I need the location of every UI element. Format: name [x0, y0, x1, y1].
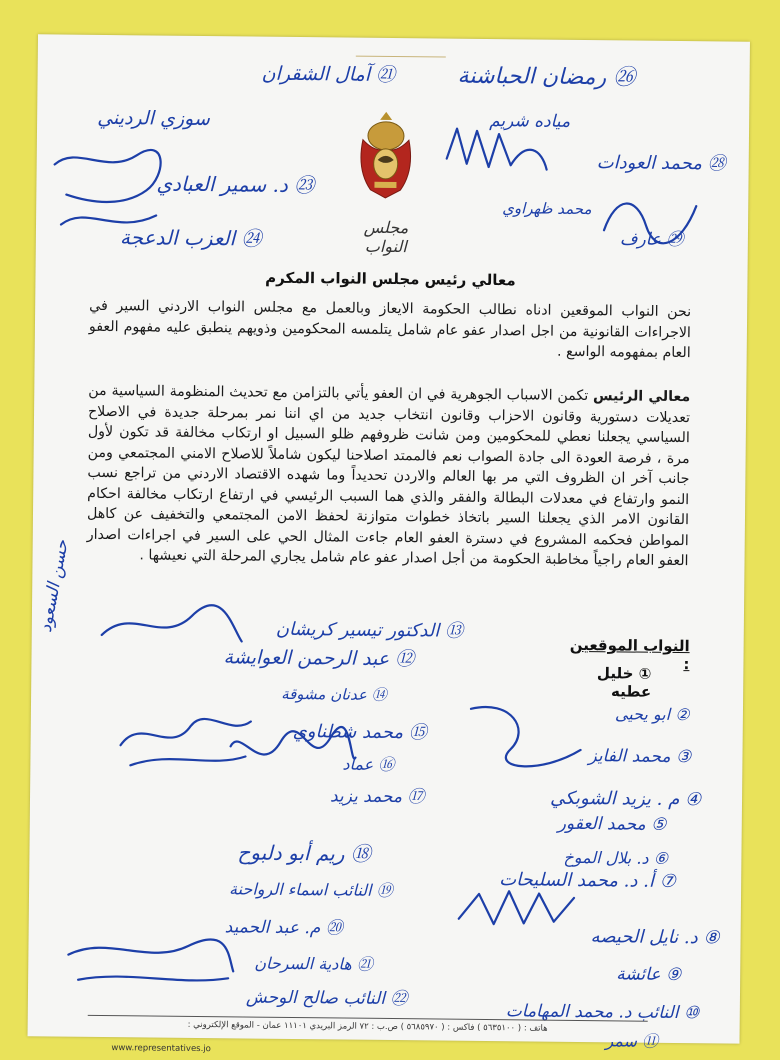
handwritten-signature: ㉑ آمال الشقران	[261, 62, 396, 87]
handwritten-signature: محمد ظهراوي	[502, 199, 592, 219]
paragraph-lead: معالي الرئيس	[592, 388, 691, 406]
paragraph-request: نحن النواب الموقعين ادناه نطالب الحكومة الايعاز وبالعمل مع مجلس النواب الاردني السير في الاجراءات القانونية من اجل اصدار عفو عام شامل يتلمسه المحكومين وذويهم ينطبق عليه مفهوم العفو العام بمفهومه الواسع .	[88, 297, 692, 362]
document-sheet	[28, 34, 750, 1055]
handwritten-signature: ② ابو يحيى	[614, 704, 690, 725]
footer-website: www.representatives.jo	[111, 1043, 211, 1055]
handwritten-signature: ⑮ محمد شطناوي	[292, 720, 427, 744]
signature-scribble	[58, 915, 239, 997]
handwritten-signature: ⑰ محمد يزيد	[329, 786, 425, 808]
handwritten-signature: ⑥ د. بلال الموخ	[563, 847, 669, 868]
handwritten-signature: ⑲ النائب اسماء الرواحنة	[228, 879, 393, 901]
handwritten-signature: ⑳ م. عبد الحميد	[224, 917, 343, 939]
handwritten-signature: ⑫ عبد الرحمن العوايشة	[223, 646, 415, 671]
handwritten-signature: ⑧ د. نايل الحيصه	[590, 926, 720, 949]
signatory-printed-name: ① خليل عطيه	[596, 664, 652, 701]
handwritten-signature: ⑯ عماد	[342, 754, 395, 775]
signature-scribble	[450, 689, 591, 780]
signature-scribble	[220, 716, 361, 797]
handwritten-signature: ③ محمد الفايز	[588, 746, 692, 768]
signature-scribble	[596, 190, 707, 251]
handwritten-signature: ㉓ د. سمير العبادي	[156, 171, 315, 198]
signature-scribble	[46, 134, 177, 245]
handwritten-signature: ㉔ العزب الدعجة	[119, 225, 262, 251]
handwritten-signature: ⑭ عدنان مشوقة	[281, 684, 387, 704]
handwritten-signature: ⑤ محمد العقور	[557, 813, 667, 835]
signature-scribble	[92, 595, 253, 657]
paragraph-body: تكمن الاسباب الجوهرية في ان العفو يأتي بالتزامن مع تحديث المنظومة السياسية من تعديلات دستورية وقانون الاحزاب وقانون انتخاب جديد من اي اننا نمر بمرحلة جديدة في الاصلاح السياسي يجعلنا نعطي للمحكومين ومن شانت ظروفهم ظلو السبيل او ارتكاب مخالفة قد تكون لأول مرة ، فرصة العودة الى جادة الصواب نعم فالممتد اصلاحنا ليكون شاملاً للاصلاح الامني المجتمعي ومن جانب آخر ان الظروف التي مر بها العالم والاردن تحديداً وما شهده الاقتصاد الاردني من تراجع نسب النمو وارتفاع في معدلات البطالة والفقر والذي هما السبب الرئيسي في ارتفاع ارتكاب مخالفة احكام القانون الامر الذي يجعلنا السير باتخاذ خطوات متوازنة لحفظ الامن المجتمعي والتخفيف عن كاهل المواطن فحكمه المشروع في دسترة العفو العام جاءت المثال الحي على السير في اجراءات اصدار العفو العام راجياً مخاطبة الحكومة من أجل اصدار عفو عام شامل يجاري المرحلة التي نعيشها .	[86, 382, 691, 570]
handwritten-signature: ⑩ النائب د. محمد المهامات	[505, 1001, 700, 1024]
handwritten-signature: سوزي الرديني	[97, 106, 210, 131]
handwritten-signature: ㉒ النائب صالح الوحش	[245, 987, 408, 1010]
handwritten-signature: ⑱ ريم أبو دلبوح	[237, 840, 371, 866]
crown-ornament	[356, 42, 446, 58]
handwritten-signature: ⑪ سمر	[605, 1031, 659, 1051]
signature-scribble	[436, 118, 557, 189]
council-name: مجلس النواب	[363, 217, 409, 257]
signature-scribble	[449, 879, 590, 940]
handwritten-signature: ④ م . يزيد الشوبكي	[549, 787, 702, 811]
handwritten-signature: ㉙ عارف	[619, 229, 684, 251]
footer-contact: هاتف : ( ٥٦٣٥١٠٠ ) فاكس : ( ٥٦٨٥٩٧٠ ) ص.ب : ٧٢ الرمز البريدي ١١١٠١ عمان - الموقع الإلكتروني :	[187, 1019, 548, 1034]
salutation-heading: معالي رئيس مجلس النواب المكرم	[265, 268, 516, 290]
handwritten-signature: مياده شريم	[489, 111, 571, 132]
paragraph-reasons	[86, 381, 690, 572]
handwritten-signature: ㉖ رمضان الحباشنة	[457, 63, 636, 91]
handwritten-signature: ㉘ محمد العودات	[596, 152, 726, 175]
handwritten-signature: ⑦ أ. د. محمد السليحات	[499, 869, 676, 892]
handwritten-signature: حسن السعود	[35, 538, 73, 634]
signatories-title: النواب الموقعين :	[569, 635, 690, 674]
handwritten-signature: ⑨ عائشة	[616, 964, 682, 986]
handwritten-signature: ㉑ هادية السرحان	[254, 953, 373, 974]
handwritten-signature: ⑬ الدكتور تيسير كريشان	[275, 618, 464, 642]
jordan-emblem-icon	[352, 110, 419, 203]
